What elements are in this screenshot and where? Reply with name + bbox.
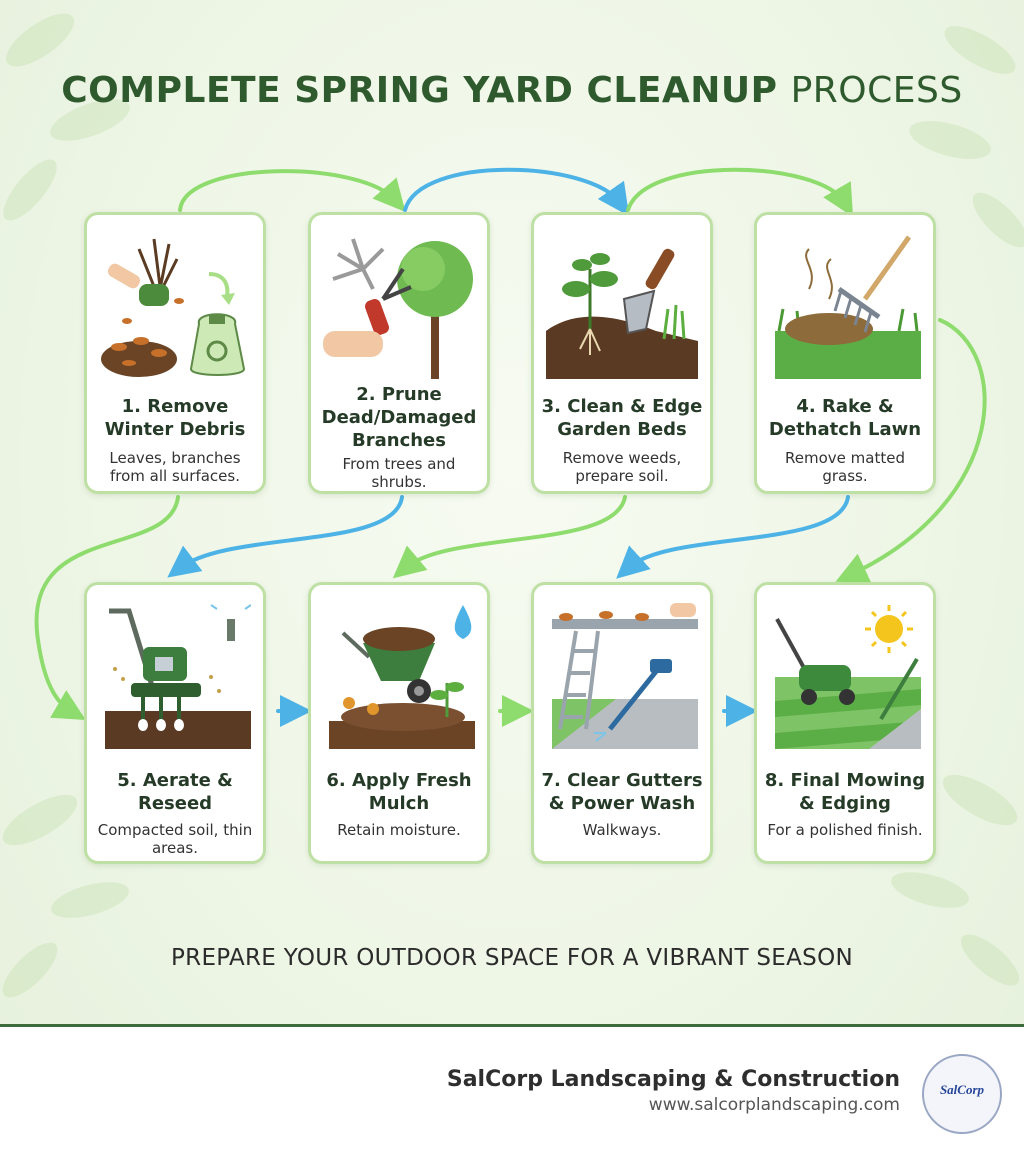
aerate-illustration xyxy=(99,599,251,749)
step-card-2 xyxy=(308,212,490,494)
step-1-title: 1. Remove Winter Debris xyxy=(104,396,246,440)
step-card-4 xyxy=(754,212,936,494)
step-card-3 xyxy=(531,212,713,494)
step-6-description: Retain moisture. xyxy=(337,821,461,839)
step-3-title: 3. Clean & Edge Garden Beds xyxy=(541,396,703,440)
mowing-illustration xyxy=(769,599,921,749)
hand-with-branches-icon xyxy=(106,239,177,306)
gutter-illustration xyxy=(546,599,698,749)
title-bold: COMPLETE SPRING YARD CLEANUP xyxy=(61,70,778,111)
step-4-description: Remove matted grass. xyxy=(785,449,905,485)
step-card-6 xyxy=(308,582,490,864)
step-2-description: From trees and shrubs. xyxy=(342,455,456,491)
mulch-illustration xyxy=(323,599,475,749)
aerator-icon xyxy=(109,611,201,725)
step-card-5 xyxy=(84,582,266,864)
wheelbarrow-icon xyxy=(343,627,435,703)
footer xyxy=(0,1024,1024,1154)
arrow-2-to-5 xyxy=(180,497,402,568)
step-card-8 xyxy=(754,582,936,864)
website-link[interactable]: www.salcorplandscaping.com xyxy=(648,1095,900,1115)
step-card-1 xyxy=(84,212,266,494)
prune-illustration xyxy=(323,229,475,379)
step-1-description: Leaves, branches from all surfaces. xyxy=(109,449,241,485)
step-3-description: Remove weeds, prepare soil. xyxy=(562,449,682,485)
arrow-2-to-3 xyxy=(405,170,620,210)
step-6-title: 6. Apply Fresh Mulch xyxy=(326,770,472,814)
tagline: PREPARE YOUR OUTDOOR SPACE FOR A VIBRANT SEASON xyxy=(171,945,853,971)
step-4-title: 4. Rake & Dethatch Lawn xyxy=(768,396,922,440)
sun-icon xyxy=(865,605,913,653)
step-8-title: 8. Final Mowing & Edging xyxy=(764,770,926,814)
company-logo xyxy=(922,1054,1002,1134)
garden-bed-illustration xyxy=(546,229,698,379)
step-8-description: For a polished finish. xyxy=(767,821,923,839)
arrow-3-to-4 xyxy=(628,170,845,210)
debris-illustration xyxy=(99,229,251,379)
step-7-description: Walkways. xyxy=(582,821,662,839)
company-name: SalCorp Landscaping & Construction xyxy=(446,1067,900,1092)
debris-bag-icon xyxy=(191,314,244,375)
step-7-title: 7. Clear Gutters & Power Wash xyxy=(541,770,703,814)
title-light: PROCESS xyxy=(790,70,963,111)
step-5-description: Compacted soil, thin areas. xyxy=(97,821,253,857)
rake-illustration xyxy=(769,229,921,379)
step-5-title: 5. Aerate & Reseed xyxy=(117,770,233,814)
arrow-4-to-7 xyxy=(628,497,848,568)
logo-text: SalCorp xyxy=(939,1082,985,1097)
trowel-icon xyxy=(624,247,676,333)
rake-icon xyxy=(835,237,909,332)
step-card-7 xyxy=(531,582,713,864)
step-2-title: 2. Prune Dead/Damaged Branches xyxy=(321,384,477,451)
arrow-1-to-2 xyxy=(180,171,395,210)
arrow-3-to-6 xyxy=(405,497,625,568)
